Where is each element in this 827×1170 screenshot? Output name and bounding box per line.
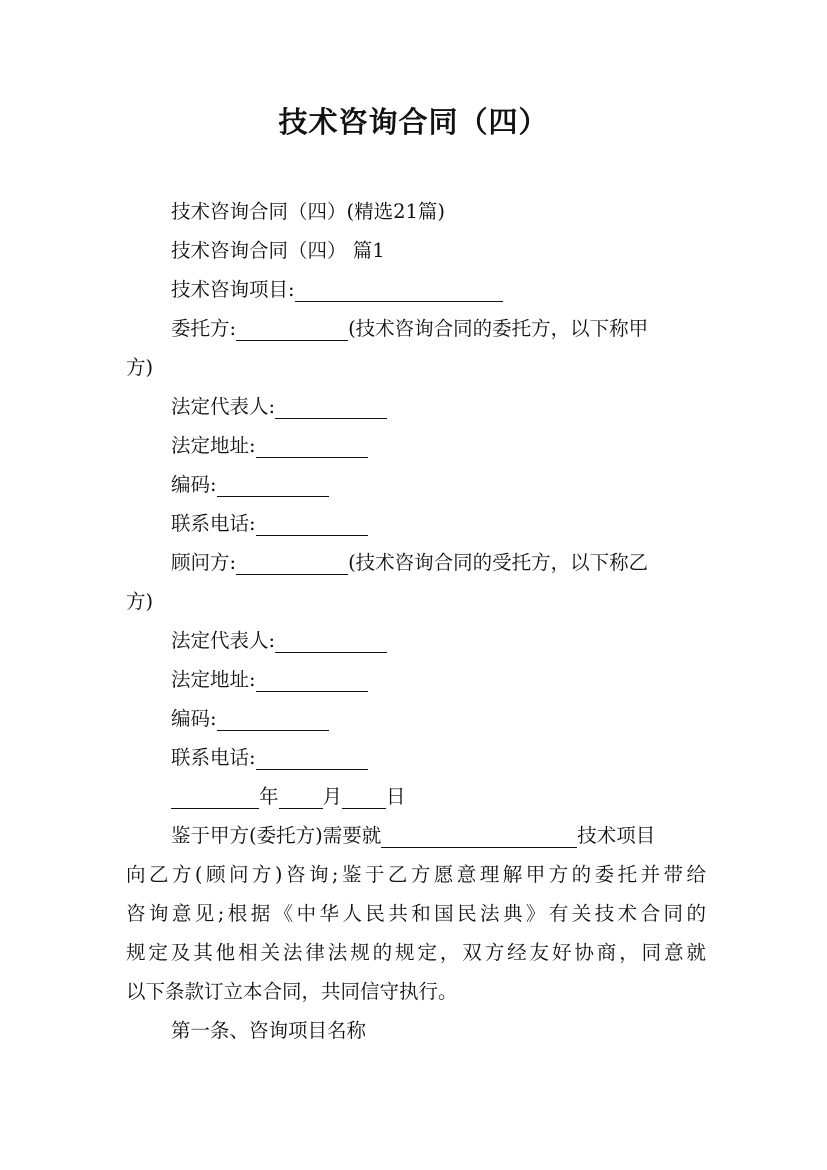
phone-blank: [256, 511, 368, 536]
addr-label: 法定地址:: [171, 434, 256, 457]
code-line-2: [126, 699, 751, 738]
subtitle-line: 技术咨询合同（四）(精选21篇): [171, 200, 446, 223]
phone-label: 联系电话:: [171, 512, 256, 535]
phone-label-2: 联系电话:: [171, 746, 256, 769]
phone-line: [126, 504, 751, 543]
addr-blank-2: [256, 667, 368, 692]
project-line: [126, 270, 751, 309]
code-blank: [217, 472, 329, 497]
consultant-label: 顾问方:: [171, 551, 237, 574]
article1-heading: 第一条、咨询项目名称: [171, 1019, 367, 1042]
tech-project-blank: [381, 823, 577, 848]
rep-line: [126, 387, 751, 426]
addr-line: [126, 426, 751, 465]
project-blank: [295, 277, 503, 302]
consultant-blank: [236, 550, 348, 575]
code-label: 编码:: [171, 473, 217, 496]
phone-line-2: [126, 738, 751, 777]
year-label: 年: [259, 785, 279, 808]
date-line: [126, 777, 751, 816]
rep-blank-2: [275, 628, 387, 653]
chapter-heading: 技术咨询合同（四） 篇1: [171, 239, 385, 262]
rep-blank: [275, 394, 387, 419]
client-line: [126, 309, 751, 348]
para1-text-a: 鉴于甲方(委托方)需要就: [171, 824, 382, 847]
rep-line-2: [126, 621, 751, 660]
phone-blank-2: [256, 745, 368, 770]
code-line: [126, 465, 751, 504]
day-blank: [342, 784, 386, 809]
para1-line1: [126, 816, 751, 855]
rep-label-2: 法定代表人:: [171, 629, 276, 652]
code-blank-2: [217, 706, 329, 731]
month-label: 月: [322, 785, 343, 808]
para1-line2: 向乙方(顾问方)咨询;鉴于乙方愿意理解甲方的委托并带给: [126, 863, 706, 886]
client-label: 委托方:: [171, 317, 237, 340]
client-blank: [236, 316, 348, 341]
rep-label: 法定代表人:: [171, 395, 276, 418]
client-desc-tail: 方): [126, 356, 154, 379]
year-blank: [171, 784, 259, 809]
day-label: 日: [386, 785, 406, 808]
document-title: 技术咨询合同（四）: [278, 105, 549, 139]
addr-blank: [256, 433, 368, 458]
project-label: 技术咨询项目:: [171, 278, 295, 301]
consultant-desc-tail: 方): [126, 590, 154, 613]
para1-text-b: 技术项目: [577, 824, 656, 847]
consultant-desc: (技术咨询合同的受托方，以下称乙: [348, 551, 649, 574]
client-desc: (技术咨询合同的委托方，以下称甲: [348, 317, 649, 340]
code-label-2: 编码:: [171, 707, 217, 730]
para1-line3: 咨询意见;根据《中华人民共和国民法典》有关技术合同的: [126, 902, 706, 925]
para1-line5: 以下条款订立本合同，共同信守执行。: [126, 980, 458, 1003]
addr-line-2: [126, 660, 751, 699]
addr-label-2: 法定地址:: [171, 668, 256, 691]
month-blank: [279, 784, 323, 809]
consultant-line: [126, 543, 751, 582]
para1-line4: 规定及其他相关法律法规的规定，双方经友好协商，同意就: [126, 941, 706, 964]
